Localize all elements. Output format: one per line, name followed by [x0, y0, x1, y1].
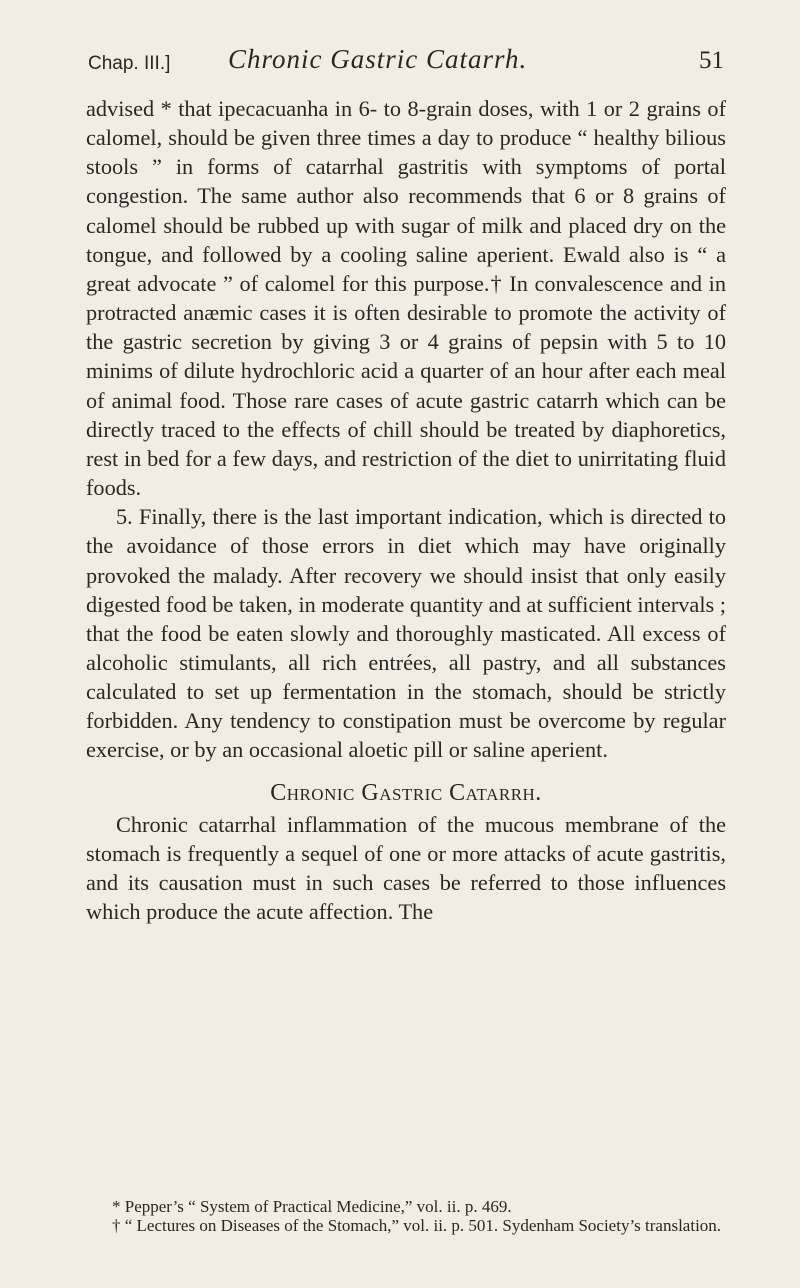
section-heading: Chronic Gastric Catarrh. — [270, 779, 542, 806]
body-text — [86, 94, 726, 926]
paragraph-chronic-catarrh: Chronic catarrhal inflammation of the mucous membrane of the stomach is frequently a sequel of one or more attacks of acute gastritis, and its causation must in such cases be referred to those influences which produce the acute affection. The — [86, 811, 726, 925]
footnotes — [86, 1197, 726, 1235]
paragraph-indication-5: 5. Finally, there is the last important indication, which is directed to the avoidance of those errors in diet which may have originally provoked the malady. After recovery we should insist that only easily digested food be taken, in moderate quantity and at sufficient intervals ; that the food be eaten slowly and thoroughly masticated. All excess of alcoholic stimulants, all rich entrées, all pastry, and all substances calculated to set up fermentation in the stomach, should be strictly forbidden. Any tendency to constipation must be overcome by regular exercise, or by an occasional aloetic pill or saline aperient. — [86, 504, 726, 763]
running-title: Chronic Gastric Catarrh. — [228, 44, 528, 74]
footnote-1: * Pepper’s “ System of Practical Medicine,” vol. ii. p. 469. — [112, 1197, 512, 1216]
footnote-2: † “ Lectures on Diseases of the Stomach,” vol. ii. p. 501. Sydenham Society’s translation. — [112, 1216, 722, 1235]
running-header — [88, 44, 728, 84]
paragraph-continued: advised * that ipecacuanha in 6- to 8-grain doses, with 1 or 2 grains of calomel, should be given three times a day to produce “ healthy bilious stools ” in forms of catarrhal gastritis with symptoms of portal congestion. The same author also recommends that 6 or 8 grains of calomel should be rubbed up with sugar of milk and placed dry on the tongue, and followed by a cooling saline aperient. Ewald also is “ a great advocate ” of calomel for this purpose.† In convalescence and in protracted anæmic cases it is often desirable to promote the activity of the gastric secretion by giving 3 or 4 grains of pepsin with 5 to 10 minims of dilute hydrochloric acid a quarter of an hour after each meal of animal food. Those rare cases of acute gastric catarrh which can be directly traced to the effects of chill should be treated by diaphoretics, rest in bed for a few days, and restriction of the diet to unirritating fluid foods. — [86, 96, 726, 501]
page-number: 51 — [699, 47, 724, 74]
chapter-label: Chap. III.] — [88, 53, 171, 74]
